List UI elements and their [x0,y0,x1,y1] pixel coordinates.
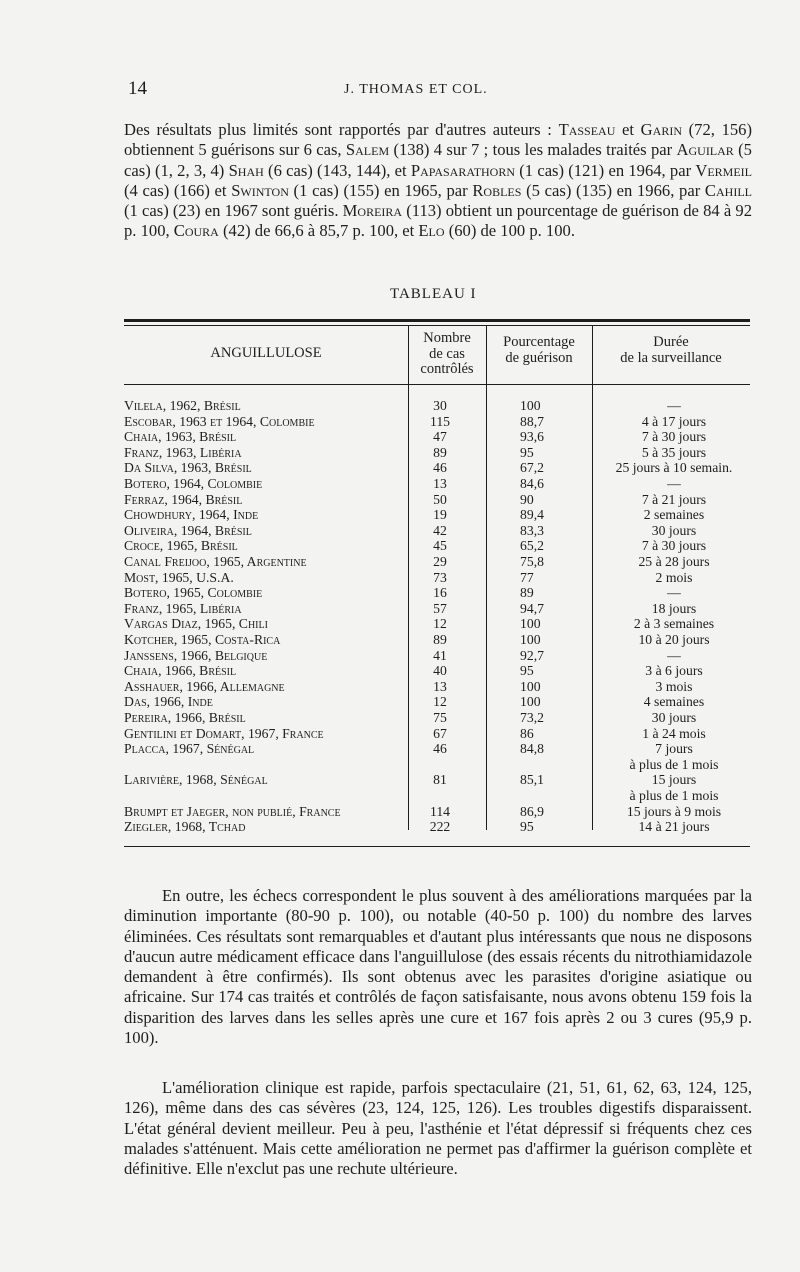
table-row [124,726,754,742]
table-header-rule [124,384,750,385]
table-row [124,585,754,601]
cell-pourcentage: 90 [520,491,534,507]
table-row [124,492,754,508]
table-row [124,772,754,788]
table-row [124,616,754,632]
cell-nombre: 46 [433,741,447,757]
cell-duree: à plus de 1 mois [629,756,719,772]
cell-author: Vilela, 1962, Brésil [124,398,241,413]
cell-author: Croce, 1965, Brésil [124,538,238,554]
table-top-rule-thin [124,325,750,326]
cell-nombre: 30 [433,398,447,413]
cell-nombre: 50 [433,491,447,507]
cell-nombre: 115 [429,413,451,429]
cell-duree: 25 jours à 10 semain. [615,460,733,476]
cell-nombre: 75 [433,710,447,725]
page-number: 14 [128,78,147,99]
cell-nombre: 29 [433,554,447,569]
cell-duree: 4 à 17 jours [641,413,707,429]
cell-nombre: 114 [429,803,451,819]
cell-duree: 15 jours [651,772,697,788]
cell-author: Escobar, 1963 et 1964, Colombie [124,413,315,429]
cell-nombre: 222 [429,819,451,835]
running-title: J. THOMAS ET COL. [344,82,488,97]
cell-nombre: 40 [433,663,447,679]
cell-author: Botero, 1964, Colombie [124,476,263,491]
cell-pourcentage: 88,7 [520,413,544,429]
table-row [124,445,754,461]
cell-nombre: 12 [433,694,447,710]
cell-author: Most, 1965, U.S.A. [124,569,234,585]
cell-author: Brumpt et Jaeger, non publié, France [124,803,341,819]
table-row [124,570,754,586]
cell-author: Kotcher, 1965, Costa-Rica [124,632,281,647]
cell-pourcentage: 65,2 [520,538,544,554]
cell-duree: 30 jours [651,710,697,725]
body-paragraph: L'amélioration clinique est rapide, parfois spectaculaire (21, 51, 61, 62, 63, 124, 125, 126), même dans des cas sévères (23, 124, 125, 126). Les troubles digestifs disparaissent. L'état général devient meilleur. Peu à peu, l'asthénie et l'état dépressif si fréquents chez ces malades s'atténuent. Mais cette amélioration ne permet pas d'affirmer la guérison complète et définitive. Elle n'exclut pas une rechute ultérieure. [124,1078,752,1179]
table-row [124,554,754,570]
intro-paragraph: Des résultats plus limités sont rapportés par d'autres auteurs : Tasseau et Garin (72, 156) obtiennent 5 guérisons sur 6 cas, Salem (138) 4 sur 7 ; tous les malades traités par Aguilar (5 cas) (1, 2, 3, 4) Shah (6 cas) (143, 144), et Papasarathorn (1 cas) (121) en 1964, par Vermeil (4 cas) (166) et Swinton (1 cas) (155) en 1965, par Robles (5 cas) (135) en 1966, par Cahill (1 cas) (23) en 1967 sont guéris. Moreira (113) obtient un pourcentage de guérison de 84 à 92 p. 100, Coura (42) de 66,6 à 85,7 p. 100, et Elo (60) de 100 p. 100. [124,120,753,241]
cell-duree: 4 semaines [643,694,705,710]
cell-author: Das, 1966, Inde [124,694,213,710]
table-row [124,741,754,757]
table-row [124,710,754,726]
cell-pourcentage: 100 [520,632,541,647]
cell-nombre: 89 [433,444,447,460]
cell-duree: 7 à 21 jours [641,491,707,507]
cell-duree: — [667,585,681,601]
cell-author: Ziegler, 1968, Tchad [124,819,246,835]
cell-author: Chowdhury, 1964, Inde [124,507,259,523]
cell-author: Chaia, 1966, Brésil [124,663,237,679]
cell-author: Ferraz, 1964, Brésil [124,491,243,507]
cell-author: Asshauer, 1966, Allemagne [124,678,285,694]
running-head [128,78,748,100]
cell-author: Pereira, 1966, Brésil [124,710,246,725]
cell-pourcentage: 93,6 [520,429,544,445]
table-row-continuation [124,757,754,773]
table-row-continuation [124,788,754,804]
cell-nombre: 73 [433,569,447,585]
cell-duree: 7 jours [655,741,693,757]
cell-pourcentage: 95 [520,819,534,835]
cell-pourcentage: 83,3 [520,522,544,538]
header-nombre: Nombre de cas contrôlés [420,330,474,377]
table-row [124,429,754,445]
table-row [124,804,754,820]
cell-nombre: 41 [433,647,447,663]
table-row [124,632,754,648]
cell-pourcentage: 67,2 [520,460,544,476]
cell-nombre: 16 [433,585,447,601]
cell-duree: 18 jours [651,600,697,616]
cell-nombre: 46 [433,460,447,476]
cell-nombre: 57 [433,600,447,616]
cell-duree: 10 à 20 jours [638,632,710,647]
cell-duree: 7 à 30 jours [641,538,707,554]
cell-pourcentage: 92,7 [520,647,544,663]
cell-pourcentage: 85,1 [520,772,544,788]
cell-nombre: 12 [433,616,447,632]
table-row [124,819,754,835]
cell-pourcentage: 100 [520,616,541,632]
cell-author: Larivière, 1968, Sénégal [124,772,268,788]
cell-duree: 3 à 6 jours [645,663,703,679]
body-paragraph: En outre, les échecs correspondent le plus souvent à des améliorations marquées par la diminution importante (80-90 p. 100), ou notable (40-50 p. 100) du nombre des larves éliminées. Ces résultats sont remarquables et d'autant plus intéressants que nous ne disposons d'aucun autre médicament efficace dans l'anguillulose (des essais récents du nitrothiamidazole demandent à être confirmés). Ils sont obtenus avec les parasites d'origine asiatique ou africaine. Sur 174 cas traités et contrôlés de façon satisfaisante, nous avons obtenu 159 fois la disparition des larves dans les selles après une cure et 167 fois après 2 ou 3 cures (95,9 p. 100). [124,886,752,1048]
table-row [124,398,754,414]
cell-author: Vargas Diaz, 1965, Chili [124,616,268,632]
cell-duree: — [667,647,681,663]
cell-nombre: 19 [433,507,447,523]
header-duree: Durée de la surveillance [620,334,722,366]
table-row [124,523,754,539]
table-row [124,538,754,554]
cell-nombre: 42 [433,522,447,538]
cell-pourcentage: 100 [520,678,541,694]
cell-author: Botero, 1965, Colombie [124,585,263,601]
cell-author: Gentilini et Domart, 1967, France [124,725,324,741]
cell-nombre: 67 [433,725,447,741]
cell-pourcentage: 77 [520,569,534,585]
cell-author: Placca, 1967, Sénégal [124,741,255,757]
table-caption: TABLEAU I [390,286,477,302]
cell-duree: 2 semaines [643,507,705,523]
cell-duree: 25 à 28 jours [638,554,710,569]
cell-pourcentage: 89,4 [520,507,544,523]
cell-pourcentage: 84,6 [520,476,544,491]
cell-pourcentage: 84,8 [520,741,544,757]
cell-duree: 1 à 24 mois [642,725,706,741]
cell-pourcentage: 94,7 [520,600,544,616]
table-row [124,460,754,476]
table-row [124,694,754,710]
cell-author: Franz, 1963, Libéria [124,444,242,460]
cell-nombre: 81 [433,772,447,788]
cell-duree: 5 à 35 jours [641,444,707,460]
table-row [124,679,754,695]
cell-author: Da Silva, 1963, Brésil [124,460,252,476]
cell-duree: 15 jours à 9 mois [626,803,722,819]
table-row [124,663,754,679]
cell-author: Chaia, 1963, Brésil [124,429,237,445]
cell-pourcentage: 86 [520,725,534,741]
cell-pourcentage: 75,8 [520,554,544,569]
table-row [124,601,754,617]
table-row [124,476,754,492]
cell-duree: 7 à 30 jours [641,429,707,445]
cell-nombre: 47 [433,429,447,445]
cell-author: Canal Freijoo, 1965, Argentine [124,554,307,569]
table-row [124,507,754,523]
cell-duree: à plus de 1 mois [629,788,719,803]
cell-duree: 2 à 3 semaines [633,616,715,632]
table-row [124,648,754,664]
cell-pourcentage: 86,9 [520,803,544,819]
cell-duree: — [667,398,681,413]
cell-author: Franz, 1965, Libéria [124,600,242,616]
table-row [124,414,754,430]
table-top-rule [124,319,750,322]
cell-duree: 30 jours [651,522,697,538]
cell-pourcentage: 95 [520,444,534,460]
cell-nombre: 13 [433,678,447,694]
cell-duree: 14 à 21 jours [638,819,710,835]
cell-nombre: 89 [433,632,447,647]
table-bottom-rule [124,846,750,847]
cell-pourcentage: 73,2 [520,710,544,725]
cell-nombre: 45 [433,538,447,554]
cell-pourcentage: 100 [520,694,541,710]
cell-duree: — [667,476,681,491]
cell-duree: 3 mois [655,678,693,694]
cell-pourcentage: 89 [520,585,534,601]
cell-author: Janssens, 1966, Belgique [124,647,268,663]
header-anguillulose: ANGUILLULOSE [210,345,322,361]
cell-pourcentage: 95 [520,663,534,679]
cell-author: Oliveira, 1964, Brésil [124,522,252,538]
cell-pourcentage: 100 [520,398,541,413]
header-pourcentage: Pourcentage de guérison [503,334,575,366]
cell-nombre: 13 [433,476,447,491]
cell-duree: 2 mois [655,569,693,585]
